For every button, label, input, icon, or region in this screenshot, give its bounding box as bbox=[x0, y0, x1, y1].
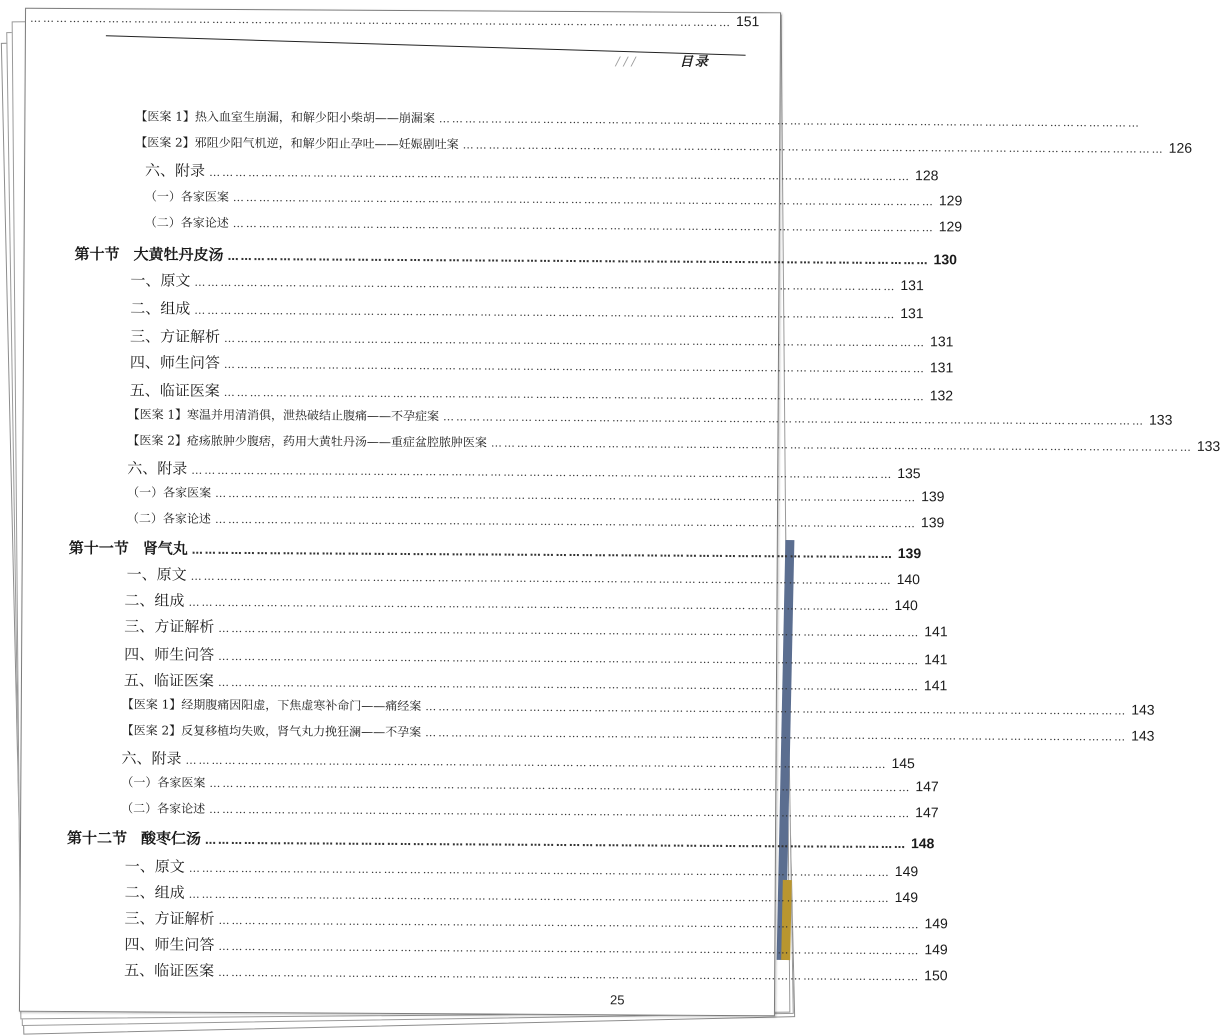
leader-dots: ……………………………………………………………………………………………………………………………………………… bbox=[227, 249, 930, 268]
leader-dots: ……………………………………………………………………………………………………………………………………………… bbox=[425, 700, 1128, 718]
toc-entry-label: 五、临证医案 bbox=[123, 671, 215, 690]
toc-page-number: 141 bbox=[924, 623, 948, 640]
toc-subsection-row bbox=[145, 159, 939, 184]
leader-dots: ……………………………………………………………………………………………………………………………………………… bbox=[194, 275, 897, 294]
toc-entry-label: （二）各家论述 bbox=[144, 215, 229, 230]
toc-subsection-row bbox=[130, 269, 924, 294]
section-title: 肾气丸 bbox=[142, 539, 188, 558]
toc-entry-row bbox=[127, 431, 1221, 455]
leader-dots: ……………………………………………………………………………………………………………………………………………… bbox=[209, 776, 912, 795]
toc-entry-row bbox=[127, 483, 945, 505]
toc-entry-label: 三、方证解析 bbox=[130, 327, 221, 346]
leader-dots: ……………………………………………………………………………………………………………………………………………… bbox=[218, 621, 921, 640]
toc-page-number: 131 bbox=[929, 359, 954, 376]
toc-subsection-row bbox=[124, 933, 948, 958]
section-title: 酸枣仁汤 bbox=[140, 829, 202, 848]
leader-dots: ……………………………………………………………………………………………………………………………………………… bbox=[218, 965, 921, 984]
toc-page-number: 131 bbox=[930, 333, 954, 350]
leader-dots: ……………………………………………………………………………………………………………………………………………… bbox=[29, 11, 733, 30]
toc-page-number: 143 bbox=[1131, 727, 1155, 744]
toc-page-number: 148 bbox=[910, 835, 935, 852]
toc-page-number: 149 bbox=[924, 915, 948, 932]
toc-section-label bbox=[67, 827, 201, 849]
leader-dots: ……………………………………………………………………………………………………………………………………………… bbox=[214, 512, 917, 531]
toc-page-number: 128 bbox=[915, 167, 939, 184]
toc-subsection-row bbox=[124, 959, 948, 984]
toc-entry-label: （一）各家医案 bbox=[127, 485, 212, 500]
leader-dots: ……………………………………………………………………………………………………………………………………………… bbox=[204, 833, 908, 852]
toc-page-number: 150 bbox=[924, 967, 948, 984]
toc-page-number: 141 bbox=[923, 677, 948, 694]
toc-entry-row bbox=[121, 799, 939, 821]
leader-dots: ……………………………………………………………………………………………………………………………………………… bbox=[188, 887, 891, 906]
toc-entry-label: 四、师生问答 bbox=[124, 935, 215, 954]
toc-page-number: 139 bbox=[920, 514, 945, 531]
toc-entry-label: 六、附录 bbox=[127, 459, 188, 478]
leader-dots: ……………………………………………………………………………………………………………………………………………… bbox=[190, 569, 893, 588]
leader-dots: ……………………………………………………………………………………………………………………………………………… bbox=[209, 802, 912, 821]
toc-entry-label: 二、组成 bbox=[130, 299, 191, 318]
toc-page-number: 135 bbox=[897, 465, 921, 482]
toc-entry-label: 一、原文 bbox=[130, 271, 191, 290]
toc-subsection-row bbox=[130, 325, 954, 350]
toc-page-number: 147 bbox=[915, 804, 939, 821]
toc-page-number: 130 bbox=[933, 251, 957, 268]
toc-page-number: 143 bbox=[1131, 701, 1155, 718]
toc-page-number: 129 bbox=[938, 192, 963, 209]
leader-dots: ……………………………………………………………………………………………………………………………………………… bbox=[223, 357, 926, 376]
toc-entry-row bbox=[121, 773, 939, 795]
toc-entry-label: 四、师生问答 bbox=[124, 645, 215, 664]
toc-entry-label: 三、方证解析 bbox=[124, 617, 215, 636]
toc-page-number: 149 bbox=[894, 863, 919, 880]
leader-dots: ……………………………………………………………………………………………………………………………………………… bbox=[185, 753, 888, 771]
toc-subsection-row bbox=[124, 589, 918, 614]
toc-page-number: 149 bbox=[894, 889, 919, 906]
toc-page-number: 149 bbox=[924, 941, 948, 958]
toc-subsection-row bbox=[124, 855, 919, 880]
toc-page-number: 140 bbox=[896, 571, 921, 588]
leader-dots: ……………………………………………………………………………………………………………………………………………… bbox=[191, 543, 894, 562]
toc-entry-row bbox=[135, 133, 1193, 156]
toc-entry-row bbox=[144, 213, 963, 235]
toc-page-number: 140 bbox=[894, 597, 918, 614]
leader-dots: ……………………………………………………………………………………………………………………………………………… bbox=[232, 216, 935, 235]
section-title: 大黄牡丹皮汤 bbox=[133, 245, 224, 264]
toc-entry-label: 一、原文 bbox=[124, 857, 185, 876]
header-decoration: / / / bbox=[615, 54, 636, 69]
section-number: 第十一节 bbox=[68, 538, 129, 558]
leader-dots: ……………………………………………………………………………………………………………………………………………… bbox=[218, 939, 921, 958]
leader-dots: ……………………………………………………………………………………………………………………………………………… bbox=[224, 331, 927, 350]
toc-entry-label: （一）各家医案 bbox=[121, 775, 206, 790]
toc-entry-label: 【医案 2】反复移植均失败，肾气丸力挽狂澜——不孕案 bbox=[121, 723, 422, 740]
toc-page-number: 145 bbox=[891, 755, 915, 772]
leader-dots: ……………………………………………………………………………………………………………………………………………… bbox=[188, 861, 891, 880]
toc-page-number: 151 bbox=[735, 13, 760, 30]
leader-dots: ……………………………………………………………………………………………………………………………………………… bbox=[438, 112, 1141, 130]
section-number: 第十节 bbox=[74, 245, 120, 264]
toc-subsection-row bbox=[124, 907, 948, 932]
toc-page-number: 133 bbox=[1196, 437, 1221, 455]
toc-subsection-row bbox=[124, 643, 948, 668]
toc-page-only-row bbox=[26, 9, 760, 30]
toc-entry-label: 二、组成 bbox=[124, 591, 185, 610]
toc-section-row bbox=[68, 537, 922, 562]
leader-dots: ……………………………………………………………………………………………………………………………………………… bbox=[425, 726, 1128, 744]
toc-subsection-row bbox=[130, 297, 924, 322]
toc-entry-label: （二）各家论述 bbox=[121, 801, 206, 816]
toc-page-number: 131 bbox=[900, 277, 924, 294]
toc-section-label bbox=[69, 537, 188, 559]
toc-entry-label: 【医案 1】经期腹痛因阳虚，下焦虚寒补命门——痛经案 bbox=[121, 697, 422, 714]
header-rule bbox=[106, 35, 746, 56]
toc-entry-label: （二）各家论述 bbox=[126, 511, 212, 526]
leader-dots: ……………………………………………………………………………………………………………………………………………… bbox=[218, 649, 921, 668]
toc-section-row bbox=[66, 827, 935, 852]
toc-subsection-row bbox=[126, 563, 921, 588]
toc-entry-row bbox=[135, 107, 1141, 130]
toc-page-number: 129 bbox=[938, 218, 963, 235]
toc-entry-label: 【医案 2】邪阻少阳气机逆，和解少阳止孕吐——妊娠剧吐案 bbox=[135, 135, 459, 152]
toc-entry-row bbox=[144, 187, 963, 209]
toc-page-number: 139 bbox=[921, 488, 945, 505]
leader-dots: ……………………………………………………………………………………………………………………………………………… bbox=[218, 913, 921, 932]
toc-section-label bbox=[75, 243, 224, 265]
toc-subsection-row bbox=[129, 351, 954, 376]
toc-entry-row bbox=[121, 695, 1155, 718]
toc-page-number: 147 bbox=[915, 778, 939, 795]
toc-subsection-row bbox=[123, 669, 948, 694]
leader-dots: ……………………………………………………………………………………………………………………………………………… bbox=[462, 138, 1165, 156]
leader-dots: ……………………………………………………………………………………………………………………………………………… bbox=[223, 385, 926, 404]
toc-page-number: 132 bbox=[929, 387, 954, 404]
toc-entry-label: 三、方证解析 bbox=[124, 909, 215, 928]
leader-dots: ……………………………………………………………………………………………………………………………………………… bbox=[215, 486, 918, 505]
toc-entry-label: 六、附录 bbox=[145, 161, 206, 180]
toc-page-number: 141 bbox=[924, 651, 948, 668]
toc-entry-label: 二、组成 bbox=[124, 883, 185, 902]
toc-entry-label: 【医案 1】热入血室生崩漏，和解少阳小柴胡——崩漏案 bbox=[135, 109, 435, 126]
toc-entry-row bbox=[121, 721, 1155, 744]
toc-page-number: 126 bbox=[1168, 139, 1193, 156]
leader-dots: ……………………………………………………………………………………………………………………………………………… bbox=[217, 675, 920, 694]
toc-subsection-row bbox=[121, 747, 915, 772]
toc-page-number: 133 bbox=[1148, 411, 1173, 428]
toc-entry-row bbox=[127, 405, 1173, 428]
leader-dots: ……………………………………………………………………………………………………………………………………………… bbox=[209, 165, 912, 184]
toc-section-row bbox=[74, 243, 957, 268]
leader-dots: ……………………………………………………………………………………………………………………………………………… bbox=[490, 436, 1193, 454]
page-header-title: 目录 bbox=[679, 54, 710, 70]
toc-subsection-row bbox=[124, 881, 919, 906]
toc-entry-label: 四、师生问答 bbox=[129, 353, 220, 372]
toc-entry-label: 一、原文 bbox=[126, 565, 187, 584]
toc-subsection-row bbox=[124, 615, 948, 640]
toc-entry-label: 六、附录 bbox=[121, 749, 182, 768]
toc-subsection-row bbox=[129, 379, 954, 404]
leader-dots: ……………………………………………………………………………………………………………………………………………… bbox=[442, 410, 1146, 428]
page-number: 25 bbox=[609, 992, 625, 1008]
leader-dots: ……………………………………………………………………………………………………………………………………………… bbox=[188, 595, 891, 613]
leader-dots: ……………………………………………………………………………………………………………………………………………… bbox=[194, 303, 897, 322]
leader-dots: ……………………………………………………………………………………………………………………………………………… bbox=[191, 463, 894, 482]
toc-entry-label: （一）各家医案 bbox=[144, 189, 229, 204]
toc-page bbox=[19, 8, 1221, 1017]
toc-entry-row bbox=[126, 509, 945, 531]
toc-page-number: 139 bbox=[897, 545, 922, 562]
toc-page-number: 131 bbox=[900, 305, 924, 322]
section-number: 第十二节 bbox=[66, 828, 128, 848]
toc-entry-label: 五、临证医案 bbox=[124, 961, 215, 980]
toc-subsection-row bbox=[127, 457, 921, 482]
toc-entry-label: 五、临证医案 bbox=[129, 381, 220, 400]
toc-entry-label: 【医案 2】疮疡脓肿少腹痞，药用大黄牡丹汤——重症盆腔脓肿医案 bbox=[127, 433, 487, 450]
toc-entry-label: 【医案 1】寒温并用清消俱，泄热破结止腹痛——不孕症案 bbox=[127, 407, 440, 424]
leader-dots: ……………………………………………………………………………………………………………………………………………… bbox=[232, 190, 935, 209]
